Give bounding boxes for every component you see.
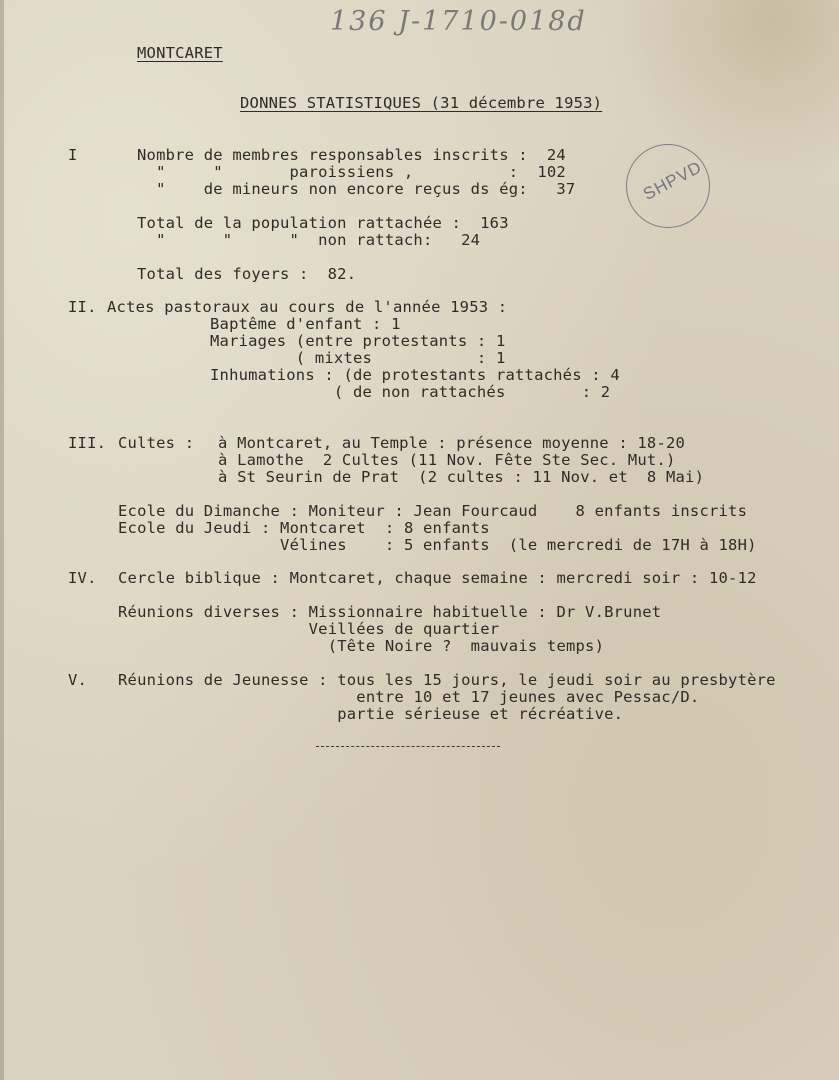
activity-line: Cercle biblique : Montcaret, chaque semaine : mercredi soir : 10-12: [118, 569, 757, 587]
stat-line: " " " non rattach: 24: [137, 231, 481, 249]
ecole-line: Vélines : 5 enfants (le mercredi de 17H à 18H): [118, 536, 757, 554]
section-number: IV.: [68, 569, 97, 587]
document-title: DONNES STATISTIQUES (31 décembre 1953): [240, 94, 603, 112]
ecole-line: Ecole du Dimanche : Moniteur : Jean Fourcaud 8 enfants inscrits: [118, 502, 748, 520]
archive-stamp: [626, 144, 710, 228]
page-edge: [0, 0, 4, 1080]
archive-reference: 136 J-1710-018d: [330, 6, 587, 37]
activity-line: (Tête Noire ? mauvais temps): [118, 637, 605, 655]
section-heading: Actes pastoraux au cours de l'année 1953 :: [107, 298, 508, 316]
section-number: V.: [68, 671, 88, 689]
section-number: I: [68, 146, 78, 164]
youth-line: partie sérieuse et récréative.: [118, 705, 624, 723]
stat-line: ( de non rattachés : 2: [210, 383, 611, 401]
section-number: II.: [68, 298, 97, 316]
place-heading: MONTCARET: [137, 44, 223, 62]
section-number: III.: [68, 434, 107, 452]
stat-line: ( mixtes : 1: [210, 349, 506, 367]
closing-rule: [316, 746, 500, 747]
ecole-line: Ecole du Jeudi : Montcaret : 8 enfants: [118, 519, 490, 537]
stat-line: Baptême d'enfant : 1: [210, 315, 401, 333]
section-label: Cultes :: [118, 434, 195, 452]
stat-line: Total des foyers : 82.: [137, 265, 357, 283]
youth-line: Réunions de Jeunesse : tous les 15 jours, le jeudi soir au presbytère: [118, 671, 776, 689]
culte-line: à Montcaret, au Temple : présence moyenne : 18-20: [218, 434, 686, 452]
stat-line: Inhumations : (de protestants rattachés : 4: [210, 366, 620, 384]
stat-line: Nombre de membres responsables inscrits : 24: [137, 146, 566, 164]
culte-line: à St Seurin de Prat (2 cultes : 11 Nov. et 8 Mai): [218, 468, 705, 486]
stat-line: Total de la population rattachée : 163: [137, 214, 509, 232]
activity-line: Veillées de quartier: [118, 620, 500, 638]
stat-line: " " paroissiens , : 102: [137, 163, 566, 181]
stat-line: " de mineurs non encore reçus ds ég: 37: [137, 180, 576, 198]
youth-line: entre 10 et 17 jeunes avec Pessac/D.: [118, 688, 700, 706]
culte-line: à Lamothe 2 Cultes (11 Nov. Fête Ste Sec. Mut.): [218, 451, 676, 469]
stat-line: Mariages (entre protestants : 1: [210, 332, 506, 350]
activity-line: Réunions diverses : Missionnaire habituelle : Dr V.Brunet: [118, 603, 662, 621]
stamp-text: SHPVD: [640, 157, 706, 204]
